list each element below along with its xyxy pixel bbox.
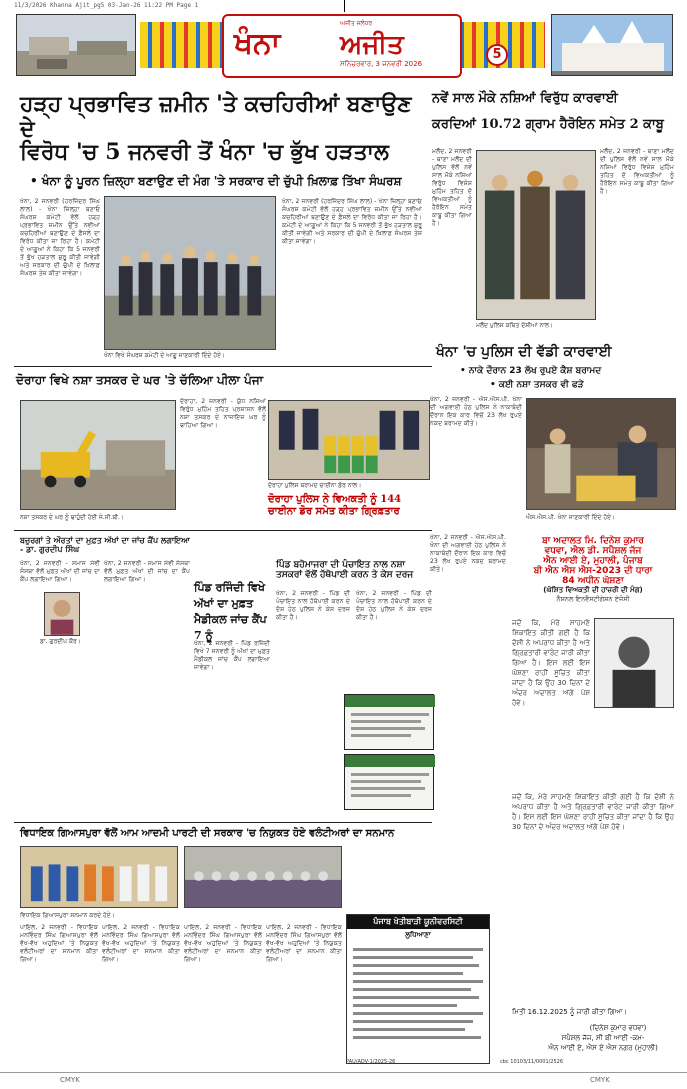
print-info: 11/3/2026 Khanna Ajit_pg5 03-Jan-26 11:22 PM Page 1: [14, 2, 199, 9]
police-khanna-headline: ਖੰਨਾ 'ਚ ਪੁਲਿਸ ਦੀ ਵੱਡੀ ਕਾਰਵਾਈ: [436, 344, 612, 360]
page-number: 5: [486, 44, 508, 66]
court-notice-title3: ਐਨ ਆਈ ਏ, ਮੁਹਾਲੀ, ਪੰਜਾਬ: [543, 556, 643, 566]
lead-body-cont: ਖੰਨਾ, 2 ਜਨਵਰੀ (ਹਰਜਿੰਦਰ ਸਿੰਘ ਲਾਲ) - ਖੰਨਾ ਜ਼ਿਲ੍ਹਾ ਬਣਾਓ ਸੰਘਰਸ਼ ਕਮੇਟੀ ਵੱਲੋਂ ਹੜ੍ਹ ਪ੍ਰਭਾਵਿਤ ਜ਼ਮੀਨ ਉੱਤੇ ਨਵੀਆਂ ਕਚਹਿਰੀਆਂ ਬਣਾਉਣ ਦੇ ਫ਼ੈਸਲੇ ਦਾ ਵਿਰੋਧ ਕੀਤਾ ਜਾ ਰਿਹਾ ਹੈ। ਕਮੇਟੀ ਦੇ ਆਗੂਆਂ ਨੇ ਕਿਹਾ ਕਿ 5 ਜਨਵਰੀ ਤੋਂ ਭੁੱਖ ਹੜਤਾਲ ਸ਼ੁਰੂ ਕੀਤੀ ਜਾਵੇਗੀ ਅਤੇ ਸਰਕਾਰ ਦੀ ਚੁੱਪੀ ਦੇ ਖ਼ਿਲਾਫ਼ ਸੰਘਰਸ਼ ਤੇਜ਼ ਕੀਤਾ ਜਾਵੇਗਾ।: [282, 198, 422, 245]
right-top-headline-line1: ਨਵੇਂ ਸਾਲ ਮੌਕੇ ਨਸ਼ਿਆਂ ਵਿਰੁੱਧ ਕਾਰਵਾਈ: [432, 91, 618, 106]
court-notice-body: ਜਦੋਂ ਕਿ, ਮੇਰੇ ਸਾਹਮਣੇ ਸ਼ਿਕਾਇਤ ਕੀਤੀ ਗਈ ਹੈ ਕਿ ਦੋਸ਼ੀ ਨੇ ਅਪਰਾਧ ਕੀਤਾ ਹੈ ਅਤੇ ਗ੍ਰਿਫ਼ਤਾਰੀ ਵਾਰੰਟ ਜਾਰੀ ਕੀਤਾ ਗਿਆ ਹੈ। ਇਸ ਲਈ ਇਸ ਘੋਸ਼ਣਾ ਰਾਹੀਂ ਸੂਚਿਤ ਕੀਤਾ ਜਾਂਦਾ ਹੈ ਕਿ ਉਹ 30 ਦਿਨਾਂ ਦੇ ਅੰਦਰ ਅਦਾਲਤ ਅੱਗੇ ਪੇਸ਼ ਹੋਵੇ।: [512, 619, 590, 707]
doraha-police-headline: ਦੋਰਾਹਾ ਪੁਲਿਸ ਨੇ ਵਿਅਕਤੀ ਨੂੰ 144 ਚਾਈਨਾ ਡੋਰ ਸਮੇਤ ਕੀਤਾ ਗ੍ਰਿਫ਼ਤਾਰ: [268, 494, 402, 517]
masthead-date: ਸਨਿਚਰਵਾਰ, 3 ਜਨਵਰੀ 2026: [340, 60, 423, 68]
police-khanna-photo: [526, 398, 676, 510]
lead-subhead: • ਖੰਨਾ ਨੂੰ ਪੂਰਨ ਜ਼ਿਲ੍ਹਾ ਬਣਾਉਣ ਦੀ ਮੰਗ 'ਤੇ ਸਰਕਾਰ ਦੀ ਚੁੱਪੀ ਖ਼ਿਲਾਫ਼ ਤਿੱਖਾ ਸੰਘਰਸ਼: [30, 174, 402, 188]
court-notice-signature: (ਦਿਨੇਸ਼ ਕੁਮਾਰ ਵਧਵਾ): [589, 1024, 647, 1032]
police-khanna-body: ਖੰਨਾ, 2 ਜਨਵਰੀ - ਐਸ.ਐਸ.ਪੀ. ਖੰਨਾ ਦੀ ਅਗਵਾਈ ਹੇਠ ਪੁਲਿਸ ਨੇ ਨਾਕਾਬੰਦੀ ਦੌਰਾਨ ਇਕ ਕਾਰ ਵਿਚੋਂ 23 ਲੱਖ ਰੁਪਏ ਨਕਦ ਬਰਾਮਦ ਕੀਤੇ।: [430, 396, 522, 427]
aap-event-body: ਪਾਇਲ, 2 ਜਨਵਰੀ - ਵਿਧਾਇਕ ਮਨਵਿੰਦਰ ਸਿੰਘ ਗਿਆਸਪੁਰਾ ਵੱਲੋਂ ਵੱਖ-ਵੱਖ ਅਹੁਦਿਆਂ 'ਤੇ ਨਿਯੁਕਤ ਵਲੰਟੀਅਰਾਂ ਦਾ ਸਨਮਾਨ ਕੀਤਾ ਗਿਆ।: [20, 924, 98, 963]
masthead-photo-left: [16, 14, 136, 76]
court-notice-body-cont: ਜਦੋਂ ਕਿ, ਮੇਰੇ ਸਾਹਮਣੇ ਸ਼ਿਕਾਇਤ ਕੀਤੀ ਗਈ ਹੈ ਕਿ ਦੋਸ਼ੀ ਨੇ ਅਪਰਾਧ ਕੀਤਾ ਹੈ ਅਤੇ ਗ੍ਰਿਫ਼ਤਾਰੀ ਵਾਰੰਟ ਜਾਰੀ ਕੀਤਾ ਗਿਆ ਹੈ। ਇਸ ਲਈ ਇਸ ਘੋਸ਼ਣਾ ਰਾਹੀਂ ਸੂਚਿਤ ਕੀਤਾ ਜਾਂਦਾ ਹੈ ਕਿ ਉਹ 30 ਦਿਨਾਂ ਦੇ ਅੰਦਰ ਅਦਾਲਤ ਅੱਗੇ ਪੇਸ਼ ਹੋਵੇ।: [512, 793, 674, 831]
middle-story-body: ਖੰਨਾ, 2 ਜਨਵਰੀ - ਪਿੰਡ ਦੀ ਪੰਚਾਇਤ ਨਾਲ ਹੱਥੋਪਾਈ ਕਰਨ ਦੇ ਦੋਸ਼ ਹੇਠ ਪੁਲਿਸ ਨੇ ਕੇਸ ਦਰਜ ਕੀਤਾ ਹੈ।: [276, 590, 350, 621]
col-small-headline: ਬਜ਼ੁਰਗਾਂ ਤੇ ਔਰਤਾਂ ਦਾ ਮੁਫ਼ਤ ਅੱਖਾਂ ਦਾ ਜਾਂਚ ਕੈਂਪ ਲਗਾਇਆ - ਡਾ. ਗੁਰਦੀਪ ਸਿੰਘ: [20, 535, 190, 555]
col-small-body-cont: ਖੰਨਾ, 2 ਜਨਵਰੀ - ਸਮਾਜ ਸੇਵੀ ਸੰਸਥਾ ਵੱਲੋਂ ਮੁਫ਼ਤ ਅੱਖਾਂ ਦੀ ਜਾਂਚ ਦਾ ਕੈਂਪ ਲਗਾਇਆ ਗਿਆ।: [104, 560, 190, 583]
col-small-photo: [44, 592, 80, 636]
right-top-headline-line2: ਕਰਦਿਆਂ 10.72 ਗ੍ਰਾਮ ਹੈਰੋਇਨ ਸਮੇਤ 2 ਕਾਬੂ: [432, 117, 664, 132]
dehlon-body: ਦੋਰਾਹਾ, 2 ਜਨਵਰੀ - ਯੁੱਧ ਨਸ਼ਿਆਂ ਵਿਰੁੱਧ ਮੁਹਿੰਮ ਤਹਿਤ ਪ੍ਰਸ਼ਾਸਨ ਵੱਲੋਂ ਨਸ਼ਾ ਤਸਕਰ ਦੇ ਨਾਜਾਇਜ਼ ਘਰ ਨੂੰ ਢਾਹਿਆ ਗਿਆ।: [180, 398, 266, 429]
masthead-paper-name: ਅਜੀਤ: [340, 30, 404, 60]
eye-camp-body: ਖੰਨਾ, 2 ਜਨਵਰੀ - ਪਿੰਡ ਰਜਿੰਦੀ ਵਿਖੇ 7 ਜਨਵਰੀ ਨੂੰ ਅੱਖਾਂ ਦਾ ਮੁਫ਼ਤ ਮੈਡੀਕਲ ਜਾਂਚ ਕੈਂਪ ਲਗਾਇਆ ਜਾਵੇਗਾ।: [194, 640, 270, 671]
col-small-body: ਖੰਨਾ, 2 ਜਨਵਰੀ - ਸਮਾਜ ਸੇਵੀ ਸੰਸਥਾ ਵੱਲੋਂ ਮੁਫ਼ਤ ਅੱਖਾਂ ਦੀ ਜਾਂਚ ਦਾ ਕੈਂਪ ਲਗਾਇਆ ਗਿਆ।: [20, 560, 100, 583]
court-notice-subtitle: (ਘੋਸ਼ਿਤ ਵਿਅਕਤੀ ਦੀ ਹਾਜ਼ਰੀ ਦੀ ਮੰਗ): [543, 586, 643, 594]
aap-event-photo-caption: ਵਿਧਾਇਕ ਗਿਆਸਪੁਰਾ ਸਨਮਾਨ ਕਰਦੇ ਹੋਏ।: [20, 912, 115, 919]
section-divider: [14, 366, 432, 367]
aap-event-body-2: ਪਾਇਲ, 2 ਜਨਵਰੀ - ਵਿਧਾਇਕ ਮਨਵਿੰਦਰ ਸਿੰਘ ਗਿਆਸਪੁਰਾ ਵੱਲੋਂ ਵੱਖ-ਵੱਖ ਅਹੁਦਿਆਂ 'ਤੇ ਨਿਯੁਕਤ ਵਲੰਟੀਅਰਾਂ ਦਾ ਸਨਮਾਨ ਕੀਤਾ ਗਿਆ।: [102, 924, 180, 963]
footer-right: CMYK: [590, 1076, 610, 1084]
section-divider-2: [14, 530, 432, 531]
police-khanna-photo-caption: ਐਸ.ਐਸ.ਪੀ. ਖੰਨਾ ਜਾਣਕਾਰੀ ਦਿੰਦੇ ਹੋਏ।: [526, 514, 616, 521]
court-notice-title5: 84 ਅਧੀਨ ਘੋਸ਼ਣਾ: [562, 576, 624, 586]
university-notice: [346, 914, 490, 1064]
doraha-police-photo: [268, 400, 430, 480]
footer: [0, 1072, 687, 1089]
middle-story-headline: ਪਿੰਡ ਬਹੋਮਾਜਰਾ ਦੀ ਪੰਚਾਇਤ ਨਾਲ ਨਸ਼ਾ ਤਸਕਰਾਂ ਵੱਲੋਂ ਹੱਥੋਪਾਈ ਕਰਨ ਤੇ ਕੇਸ ਦਰਜ: [276, 560, 414, 581]
police-khanna-body-cont: ਖੰਨਾ, 2 ਜਨਵਰੀ - ਐਸ.ਐਸ.ਪੀ. ਖੰਨਾ ਦੀ ਅਗਵਾਈ ਹੇਠ ਪੁਲਿਸ ਨੇ ਨਾਕਾਬੰਦੀ ਦੌਰਾਨ ਇਕ ਕਾਰ ਵਿਚੋਂ 23 ਲੱਖ ਰੁਪਏ ਨਕਦ ਬਰਾਮਦ ਕੀਤੇ।: [430, 534, 506, 573]
court-notice-title2: ਵਧਵਾ, ਐਲ ਡੀ. ਸਪੈਸ਼ਲ ਜੱਜ: [544, 546, 642, 556]
university-notice-city: ਲੁਧਿਆਣਾ: [405, 931, 431, 939]
ad-box-2: [344, 754, 434, 810]
right-top-body-cont: ਮਲੌਦ, 2 ਜਨਵਰੀ - ਥਾਣਾ ਮਲੌਦ ਦੀ ਪੁਲਿਸ ਵੱਲੋਂ ਨਵੇਂ ਸਾਲ ਮੌਕੇ ਨਸ਼ਿਆਂ ਵਿਰੁੱਧ ਵਿਸ਼ੇਸ਼ ਮੁਹਿੰਮ ਤਹਿਤ ਦੋ ਵਿਅਕਤੀਆਂ ਨੂੰ ਹੈਰੋਇਨ ਸਮੇਤ ਕਾਬੂ ਕੀਤਾ ਗਿਆ ਹੈ।: [600, 148, 674, 195]
masthead-city: ਖੰਨਾ: [234, 26, 281, 61]
masthead-edition: ਅਜੀਤ ਜਲੰਧਰ: [340, 20, 373, 27]
university-notice-title: ਪੰਜਾਬ ਖੇਤੀਬਾੜੀ ਯੂਨੀਵਰਸਿਟੀ: [347, 915, 489, 929]
aap-event-photo-2: [184, 846, 342, 908]
col-small-photo-caption: ਡਾ. ਗੁਰਦੀਪ ਕੌਰ।: [40, 638, 81, 645]
section-divider-3: [14, 822, 432, 823]
right-top-photo: [476, 150, 596, 320]
court-notice-signature2: ਸਪੈਸ਼ਲ ਜੱਜ, ਸੀ ਬੀ ਆਈ -ਕਮ-: [561, 1034, 645, 1042]
lead-photo-caption: ਖੰਨਾ ਵਿਖੇ ਸੰਘਰਸ਼ ਕਮੇਟੀ ਦੇ ਆਗੂ ਜਾਣਕਾਰੀ ਦਿੰਦੇ ਹੋਏ।: [104, 352, 226, 359]
police-khanna-bullet2: • ਕਈ ਨਸ਼ਾ ਤਸਕਰ ਵੀ ਫੜੇ: [490, 380, 584, 390]
aap-event-headline: ਵਿਧਾਇਕ ਗਿਆਸਪੁਰਾ ਵੱਲੋਂ ਆਮ ਆਦਮੀ ਪਾਰਟੀ ਦੀ ਸਰਕਾਰ 'ਚ ਨਿਯੁਕਤ ਹੋਏ ਵਲੰਟੀਅਰਾਂ ਦਾ ਸਨਮਾਨ: [20, 828, 395, 839]
lead-photo: [104, 196, 276, 350]
lead-body: ਖੰਨਾ, 2 ਜਨਵਰੀ (ਹਰਜਿੰਦਰ ਸਿੰਘ ਲਾਲ) - ਖੰਨਾ ਜ਼ਿਲ੍ਹਾ ਬਣਾਓ ਸੰਘਰਸ਼ ਕਮੇਟੀ ਵੱਲੋਂ ਹੜ੍ਹ ਪ੍ਰਭਾਵਿਤ ਜ਼ਮੀਨ ਉੱਤੇ ਨਵੀਆਂ ਕਚਹਿਰੀਆਂ ਬਣਾਉਣ ਦੇ ਫ਼ੈਸਲੇ ਦਾ ਵਿਰੋਧ ਕੀਤਾ ਜਾ ਰਿਹਾ ਹੈ। ਕਮੇਟੀ ਦੇ ਆਗੂਆਂ ਨੇ ਕਿਹਾ ਕਿ 5 ਜਨਵਰੀ ਤੋਂ ਭੁੱਖ ਹੜਤਾਲ ਸ਼ੁਰੂ ਕੀਤੀ ਜਾਵੇਗੀ ਅਤੇ ਸਰਕਾਰ ਦੀ ਚੁੱਪੀ ਦੇ ਖ਼ਿਲਾਫ਼ ਸੰਘਰਸ਼ ਤੇਜ਼ ਕੀਤਾ ਜਾਵੇਗਾ।: [20, 198, 100, 277]
court-notice-agency: ਨੈਸ਼ਨਲ ਇਨਵੈਸਟੀਗੇਸ਼ਨ ਏਜੰਸੀ: [556, 595, 630, 603]
aap-event-body-3: ਪਾਇਲ, 2 ਜਨਵਰੀ - ਵਿਧਾਇਕ ਮਨਵਿੰਦਰ ਸਿੰਘ ਗਿਆਸਪੁਰਾ ਵੱਲੋਂ ਵੱਖ-ਵੱਖ ਅਹੁਦਿਆਂ 'ਤੇ ਨਿਯੁਕਤ ਵਲੰਟੀਅਰਾਂ ਦਾ ਸਨਮਾਨ ਕੀਤਾ ਗਿਆ।: [184, 924, 262, 963]
ad-code-right: PAU/ADV-1/2025-26: [346, 1059, 396, 1065]
dehlon-headline: ਦੋਰਾਹਾ ਵਿਖੇ ਨਸ਼ਾ ਤਸਕਰ ਦੇ ਘਰ 'ਤੇ ਚੱਲਿਆ ਪੀਲਾ ਪੰਜਾ: [16, 373, 264, 387]
dehlon-photo-caption: ਨਸ਼ਾ ਤਸਕਰ ਦੇ ਘਰ ਨੂੰ ਢਾਹੁੰਦੀ ਹੋਈ ਜੇ.ਸੀ.ਬੀ.।: [20, 514, 124, 521]
middle-story-body-cont: ਖੰਨਾ, 2 ਜਨਵਰੀ - ਪਿੰਡ ਦੀ ਪੰਚਾਇਤ ਨਾਲ ਹੱਥੋਪਾਈ ਕਰਨ ਦੇ ਦੋਸ਼ ਹੇਠ ਪੁਲਿਸ ਨੇ ਕੇਸ ਦਰਜ ਕੀਤਾ ਹੈ।: [356, 590, 432, 621]
doraha-police-caption: ਦੋਰਾਹਾ ਪੁਲਿਸ ਬਰਾਮਦ ਚਾਈਨਾ ਡੋਰ ਨਾਲ।: [268, 482, 362, 489]
lead-headline-line2: ਵਿਰੋਧ 'ਚ 5 ਜਨਵਰੀ ਤੋਂ ਖੰਨਾ 'ਚ ਭੁੱਖ ਹੜਤਾਲ: [20, 139, 389, 165]
right-top-body: ਮਲੌਦ, 2 ਜਨਵਰੀ - ਥਾਣਾ ਮਲੌਦ ਦੀ ਪੁਲਿਸ ਵੱਲੋਂ ਨਵੇਂ ਸਾਲ ਮੌਕੇ ਨਸ਼ਿਆਂ ਵਿਰੁੱਧ ਵਿਸ਼ੇਸ਼ ਮੁਹਿੰਮ ਤਹਿਤ ਦੋ ਵਿਅਕਤੀਆਂ ਨੂੰ ਹੈਰੋਇਨ ਸਮੇਤ ਕਾਬੂ ਕੀਤਾ ਗਿਆ ਹੈ।: [432, 148, 472, 227]
court-notice-title4: ਬੀ ਐਨ ਐਸ ਐਸ-2023 ਦੀ ਧਾਰਾ: [533, 566, 653, 576]
masthead: [140, 14, 545, 78]
court-notice-photo: [594, 618, 674, 708]
court-notice-title: ਬਾ ਅਦਾਲਤ ਮਿ. ਦਿਨੇਸ਼ ਕੁਮਾਰ: [542, 536, 644, 546]
ad-box-1: [344, 694, 434, 750]
police-khanna-bullet1: • ਨਾਕੇ ਦੌਰਾਨ 23 ਲੱਖ ਰੁਪਏ ਕੈਸ਼ ਬਰਾਮਦ: [460, 366, 602, 376]
court-notice-date: ਮਿਤੀ 16.12.2025 ਨੂੰ ਜਾਰੀ ਕੀਤਾ ਗਿਆ।: [512, 1008, 628, 1016]
crop-mark: [344, 0, 356, 12]
court-notice-signature3: ਐਨ ਆਈ ਏ, ਐਸ ਏ ਐਸ ਨਗਰ (ਮੁਹਾਲੀ): [548, 1044, 658, 1052]
lead-headline-line1: ਹੜ੍ਹ ਪ੍ਰਭਾਵਿਤ ਜ਼ਮੀਨ 'ਤੇ ਕਚਹਿਰੀਆਂ ਬਣਾਉਣ ਦੇ: [20, 91, 412, 143]
footer-left: CMYK: [60, 1076, 80, 1084]
eye-camp-headline: ਪਿੰਡ ਰਜਿੰਦੀ ਵਿਖੇ ਅੱਖਾਂ ਦਾ ਮੁਫ਼ਤ ਮੈਡੀਕਲ ਜਾਂਚ ਕੈਂਪ 7 ਨੂੰ: [194, 581, 267, 642]
aap-event-body-4: ਪਾਇਲ, 2 ਜਨਵਰੀ - ਵਿਧਾਇਕ ਮਨਵਿੰਦਰ ਸਿੰਘ ਗਿਆਸਪੁਰਾ ਵੱਲੋਂ ਵੱਖ-ਵੱਖ ਅਹੁਦਿਆਂ 'ਤੇ ਨਿਯੁਕਤ ਵਲੰਟੀਅਰਾਂ ਦਾ ਸਨਮਾਨ ਕੀਤਾ ਗਿਆ।: [266, 924, 342, 963]
dehlon-photo: [20, 400, 176, 510]
ad-code-left: cbc 10103/11/0001/2526: [500, 1059, 564, 1065]
masthead-photo-right: [551, 14, 673, 76]
right-top-photo-caption: ਮਲੌਦ ਪੁਲਿਸ ਕਥਿਤ ਦੋਸ਼ੀਆਂ ਨਾਲ।: [476, 322, 554, 329]
aap-event-photo-1: [20, 846, 178, 908]
masthead-box: [222, 14, 462, 78]
